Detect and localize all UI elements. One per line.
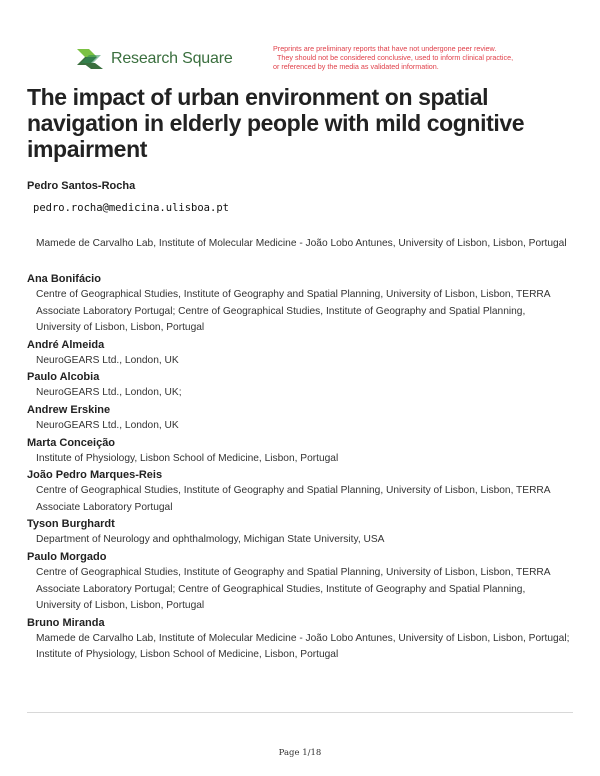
author-name: Paulo Morgado (27, 550, 107, 563)
author-name: Marta Conceição (27, 436, 116, 449)
author-name: André Almeida (27, 338, 105, 351)
notice-line: Preprints are preliminary reports that have not undergone peer review. (273, 44, 497, 53)
research-square-logo[interactable] (75, 47, 233, 71)
author-block (27, 516, 572, 549)
first-author-affiliation: Mamede de Carvalho Lab, Institute of Molecular Medicine - João Lobo Antunes, University of Lisbon, Lisbon, Portugal (36, 238, 567, 249)
author-affiliation: Centre of Geographical Studies, Institute of Geography and Spatial Planning, University of Lisbon, Lisbon, TERRA Associate Laboratory Portugal; Centre of Geographical Studies, Institute of Geography and Spatial Planning, University of Lisbon, Lisbon, Portugal (36, 289, 551, 334)
author-affiliation: Institute of Physiology, Lisbon School of Medicine, Lisbon, Portugal (36, 452, 339, 464)
first-author-name: Pedro Santos-Rocha (27, 180, 136, 192)
divider (27, 712, 573, 713)
author-block (27, 369, 572, 402)
preprint-notice (273, 44, 563, 71)
page-number: Page 1/18 (278, 748, 322, 758)
author-affiliation: NeuroGEARS Ltd., London, UK (36, 419, 179, 431)
author-block (27, 549, 572, 615)
author-affiliation: Centre of Geographical Studies, Institute of Geography and Spatial Planning, University of Lisbon, Lisbon, TERRA Associate Laboratory Portugal; Centre of Geographical Studies, Institute of Geography and Spatial Planning, University of Lisbon, Lisbon, Portugal (36, 566, 551, 612)
paper-title: The impact of urban environment on spatial navigation in elderly people with mild cognitive impairment (27, 84, 525, 162)
author-block (27, 615, 572, 664)
notice-line: They should not be considered conclusive, used to inform clinical practice, (277, 53, 514, 62)
author-name: Ana Bonifácio (27, 273, 101, 285)
author-block (27, 435, 572, 468)
author-name: João Pedro Marques-Reis (27, 469, 163, 482)
author-block (27, 467, 572, 516)
author-block (27, 271, 572, 337)
author-name: Paulo Alcobia (27, 371, 100, 384)
author-name: Tyson Burghardt (27, 518, 115, 531)
author-affiliation: NeuroGEARS Ltd., London, UK; (36, 387, 182, 399)
author-list (27, 271, 572, 664)
author-name: Bruno Miranda (27, 616, 105, 629)
author-affiliation: Mamede de Carvalho Lab, Institute of Molecular Medicine - João Lobo Antunes, University of Lisbon, Lisbon, Portugal; Institute of Physiology, Lisbon School of Medicine, Lisbon, Portugal (36, 632, 570, 661)
corresponding-email[interactable]: pedro.rocha@medicina.ulisboa.pt (33, 202, 229, 214)
research-square-logo-icon (75, 47, 105, 71)
brand-name: Research Square (111, 50, 233, 67)
notice-line: or referenced by the media as validated information. (273, 62, 439, 71)
author-affiliation: NeuroGEARS Ltd., London, UK (36, 354, 179, 366)
author-block (27, 337, 572, 370)
author-name: Andrew Erskine (27, 403, 111, 416)
author-block (27, 402, 572, 435)
author-affiliation: Centre of Geographical Studies, Institute of Geography and Spatial Planning, University of Lisbon, Lisbon, TERRA Associate Laboratory Portugal (36, 485, 551, 513)
author-affiliation: Department of Neurology and ophthalmology, Michigan State University, USA (36, 534, 385, 546)
